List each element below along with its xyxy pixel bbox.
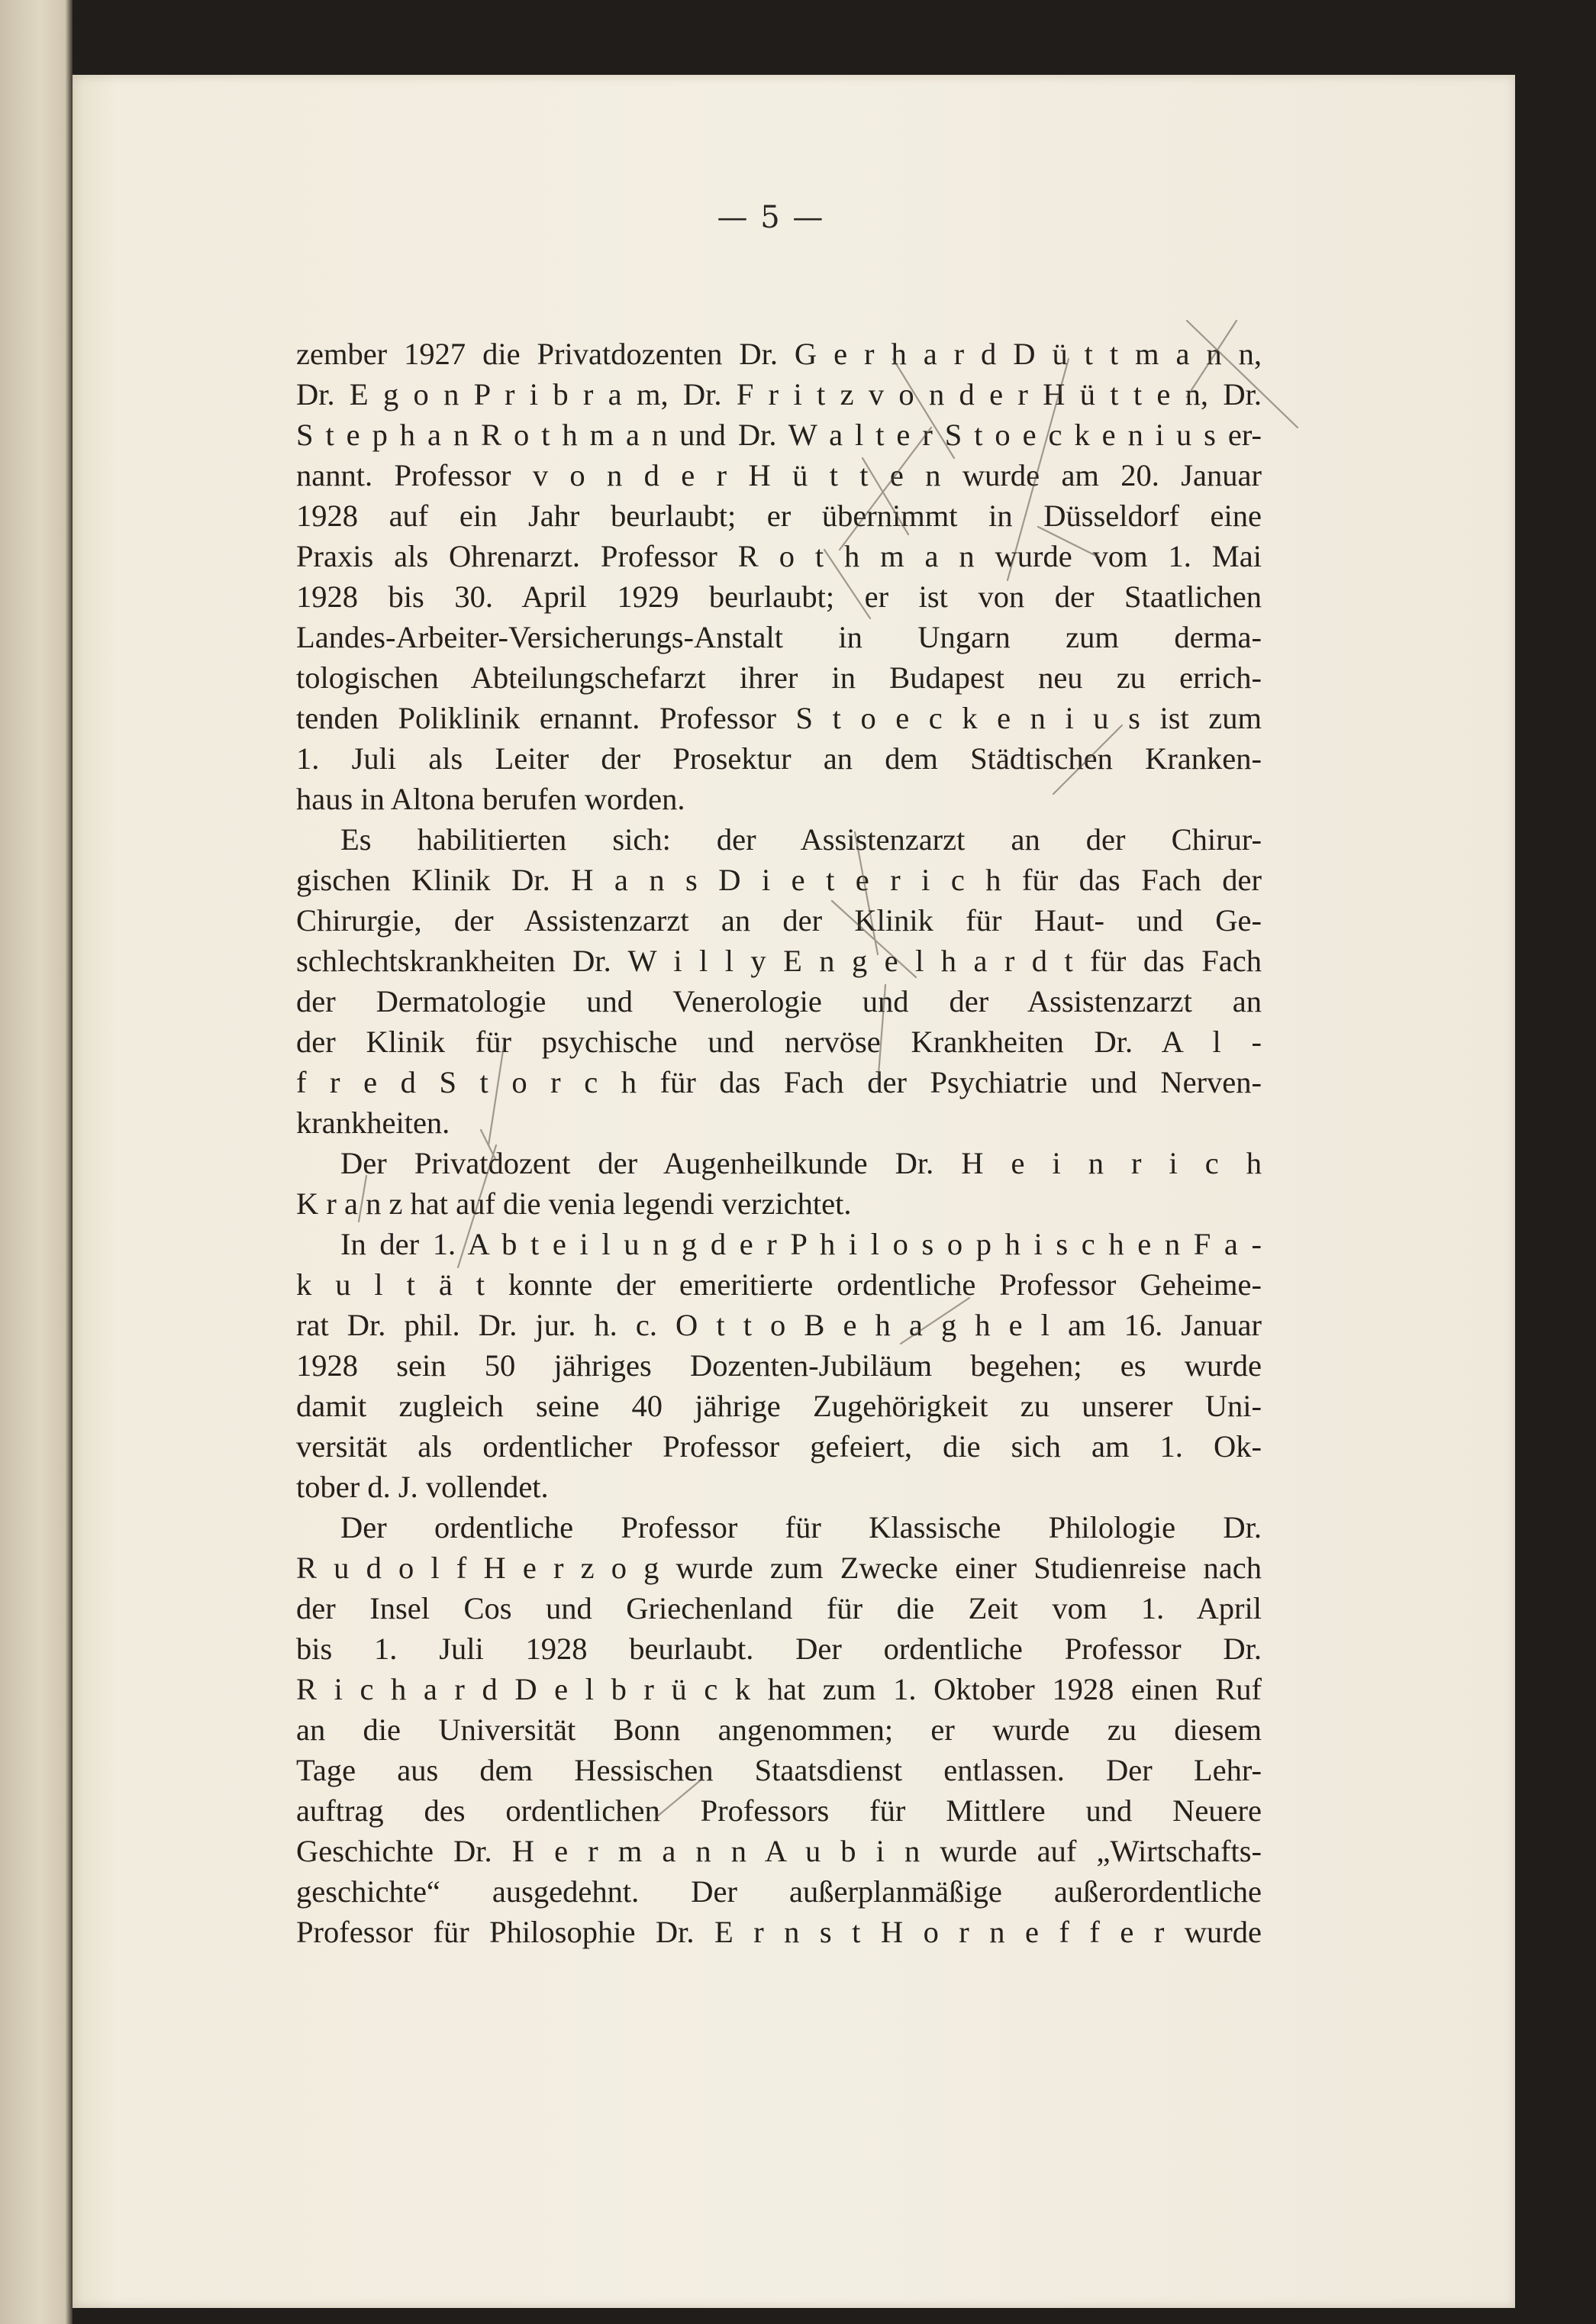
text-line: Landes-Arbeiter-Versicherungs-Anstalt in Ungarn zum derma- bbox=[296, 620, 1262, 654]
text-line: krankheiten. bbox=[296, 1106, 450, 1140]
text-line: nannt. Professor v o n d e r H ü t t e n wurde am 20. Januar bbox=[296, 458, 1262, 492]
text-line: rat Dr. phil. Dr. jur. h. c. O t t o B e h a g h e l am 16. Januar bbox=[296, 1308, 1262, 1342]
text-line: In der 1. A b t e i l u n g d e r P h i l o s o p h i s c h e n F a - bbox=[340, 1227, 1262, 1261]
text-line: der Dermatologie und Venerologie und der Assistenzarzt an bbox=[296, 984, 1262, 1018]
text-line: Der ordentliche Professor für Klassische Philologie Dr. bbox=[340, 1510, 1262, 1544]
text-line: Der Privatdozent der Augenheilkunde Dr. H e i n r i c h bbox=[340, 1146, 1262, 1180]
text-line: R u d o l f H e r z o g wurde zum Zwecke einer Studienreise nach bbox=[296, 1551, 1262, 1585]
text-line: Tage aus dem Hessischen Staatsdienst entlassen. Der Lehr- bbox=[296, 1753, 1262, 1787]
text-line: 1928 bis 30. April 1929 beurlaubt; er ist von der Staatlichen bbox=[296, 579, 1262, 614]
text-line: f r e d S t o r c h für das Fach der Psychiatrie und Nerven- bbox=[296, 1065, 1262, 1099]
text-line: an die Universität Bonn angenommen; er wurde zu diesem bbox=[296, 1712, 1262, 1747]
scan-left-margin bbox=[0, 0, 73, 2324]
text-line: k u l t ä t konnte der emeritierte ordentliche Professor Geheime- bbox=[296, 1267, 1262, 1302]
text-line: Es habilitierten sich: der Assistenzarzt an der Chirur- bbox=[340, 822, 1262, 857]
text-line: der Klinik für psychische und nervöse Krankheiten Dr. A l - bbox=[296, 1025, 1262, 1059]
text-line: 1. Juli als Leiter der Prosektur an dem Städtischen Kranken- bbox=[296, 741, 1262, 776]
text-line: bis 1. Juli 1928 beurlaubt. Der ordentliche Professor Dr. bbox=[296, 1632, 1262, 1666]
text-line: S t e p h a n R o t h m a n und Dr. W a l t e r S t o e c k e n i u s er- bbox=[296, 418, 1262, 452]
text-line: auftrag des ordentlichen Professors für Mittlere und Neuere bbox=[296, 1793, 1262, 1828]
text-line: R i c h a r d D e l b r ü c k hat zum 1. Oktober 1928 einen Ruf bbox=[296, 1672, 1262, 1706]
text-line: versität als ordentlicher Professor gefeiert, die sich am 1. Ok- bbox=[296, 1429, 1262, 1464]
text-line: Chirurgie, der Assistenzarzt an der Klinik für Haut- und Ge- bbox=[296, 903, 1262, 938]
text-line: der Insel Cos und Griechenland für die Zeit vom 1. April bbox=[296, 1591, 1262, 1625]
text-line: tologischen Abteilungschefarzt ihrer in Budapest neu zu errich- bbox=[296, 660, 1262, 695]
text-line: gischen Klinik Dr. H a n s D i e t e r i c h für das Fach der bbox=[296, 863, 1262, 897]
text-line: Professor für Philosophie Dr. E r n s t H o r n e f f e r wurde bbox=[296, 1915, 1262, 1949]
text-line: haus in Altona berufen worden. bbox=[296, 782, 685, 816]
text-line: tober d. J. vollendet. bbox=[296, 1470, 549, 1504]
text-line: K r a n z hat auf die venia legendi verzichtet. bbox=[296, 1186, 852, 1221]
body-text bbox=[296, 334, 1262, 1952]
text-line: zember 1927 die Privatdozenten Dr. G e r h a r d D ü t t m a n n, bbox=[296, 337, 1262, 371]
text-line: Praxis als Ohrenarzt. Professor R o t h m a n wurde vom 1. Mai bbox=[296, 539, 1262, 573]
text-line: Dr. E g o n P r i b r a m, Dr. F r i t z v o n d e r H ü t t e n, Dr. bbox=[296, 377, 1262, 412]
text-line: schlechtskrankheiten Dr. W i l l y E n g e l h a r d t für das Fach bbox=[296, 944, 1262, 978]
text-line: 1928 auf ein Jahr beurlaubt; er übernimmt in Düsseldorf eine bbox=[296, 499, 1262, 533]
text-line: tenden Poliklinik ernannt. Professor S t o e c k e n i u s ist zum bbox=[296, 701, 1262, 735]
text-line: damit zugleich seine 40 jährige Zugehörigkeit zu unserer Uni- bbox=[296, 1389, 1262, 1423]
page-number: — 5 — bbox=[717, 200, 825, 235]
text-line: Geschichte Dr. H e r m a n n A u b i n wurde auf „Wirtschafts- bbox=[296, 1834, 1262, 1868]
text-line: 1928 sein 50 jähriges Dozenten-Jubiläum begehen; es wurde bbox=[296, 1348, 1262, 1383]
text-line: geschichte“ ausgedehnt. Der außerplanmäßige außerordentliche bbox=[296, 1874, 1262, 1909]
